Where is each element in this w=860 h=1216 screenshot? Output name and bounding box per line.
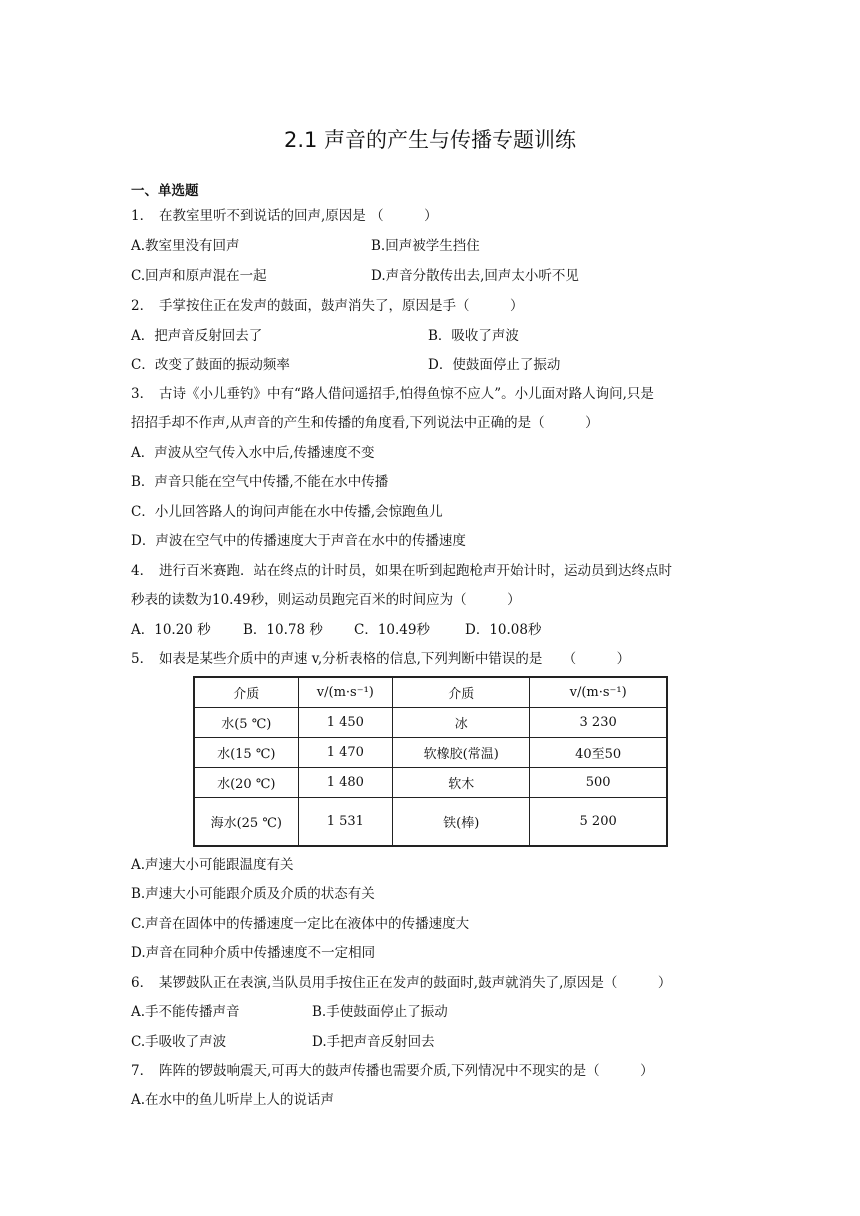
- option: C.手吸收了声波: [131, 1034, 227, 1050]
- option: A.手不能传播声音: [131, 1004, 240, 1020]
- option: C．10.49秒: [354, 622, 430, 638]
- question-number: 4．: [131, 563, 154, 579]
- question-text: 阵阵的锣鼓响震天,可再大的鼓声传播也需要介质,下列情况中不现实的是（ ）: [159, 1063, 654, 1079]
- question-4-stem: [131, 561, 672, 581]
- table-cell: 1 450: [298, 708, 393, 738]
- question-text: 进行百米赛跑．站在终点的计时员，如果在听到起跑枪声开始计时，运动员到达终点时: [159, 563, 672, 579]
- table-cell: 水(15 ℃): [194, 738, 298, 768]
- option: B.手使鼓面停止了振动: [312, 1004, 448, 1020]
- table-row: [194, 708, 667, 738]
- question-text: 古诗《小儿垂钓》中有“路人借问遥招手,怕得鱼惊不应人”。小儿面对路人询问,只是: [159, 386, 654, 402]
- table-cell: 1 531: [298, 798, 393, 847]
- table-cell: 3 230: [530, 708, 667, 738]
- question-number: 1．: [131, 208, 154, 224]
- question-5-stem: [131, 649, 630, 669]
- table-header-cell: v/(m·s⁻¹): [298, 677, 393, 708]
- table-header-cell: 介质: [393, 677, 530, 708]
- question-2-stem: [131, 296, 524, 316]
- table-header-row: [194, 677, 667, 708]
- question-3-stem: [131, 384, 654, 404]
- option: A．10.20 秒: [131, 622, 211, 638]
- table-cell: 冰: [393, 708, 530, 738]
- table-cell: 40至50: [530, 738, 667, 768]
- option: A．声波从空气传入水中后,传播速度不变: [131, 445, 375, 461]
- question-6-stem: [131, 973, 671, 993]
- table-row: [194, 798, 667, 847]
- page-title: 2.1 声音的产生与传播专题训练: [283, 128, 577, 152]
- question-number: 6．: [131, 975, 154, 991]
- option: B.声速大小可能跟介质及介质的状态有关: [131, 886, 375, 902]
- question-text: 在教室里听不到说话的回声,原因是 （ ）: [159, 208, 438, 224]
- table-cell: 水(20 ℃): [194, 768, 298, 798]
- question-7-stem: [131, 1061, 654, 1081]
- table-cell: 1 470: [298, 738, 393, 768]
- table-cell: 软橡胶(常温): [393, 738, 530, 768]
- option: C.声音在固体中的传播速度一定比在液体中的传播速度大: [131, 916, 470, 932]
- question-text-continued: 招招手却不作声,从声音的产生和传播的角度看,下列说法中正确的是（ ）: [131, 415, 599, 431]
- question-number: 7．: [131, 1063, 154, 1079]
- table-cell: 1 480: [298, 768, 393, 798]
- option: D.声音在同种介质中传播速度不一定相同: [131, 945, 376, 961]
- option: C．小儿回答路人的询问声能在水中传播,会惊跑鱼儿: [131, 504, 443, 520]
- question-text: 如表是某些介质中的声速 v,分析表格的信息,下列判断中错误的是 （ ）: [159, 651, 631, 667]
- option: A.教室里没有回声: [131, 238, 240, 254]
- option: D．声波在空气中的传播速度大于声音在水中的传播速度: [131, 533, 466, 549]
- question-number: 2．: [131, 298, 154, 314]
- option: D.声音分散传出去,回声太小听不见: [371, 268, 579, 284]
- question-number: 3．: [131, 386, 154, 402]
- table-row: [194, 768, 667, 798]
- option: B．10.78 秒: [243, 622, 323, 638]
- question-number: 5．: [131, 651, 154, 667]
- option: D．10.08秒: [465, 622, 542, 638]
- option: D.手把声音反射回去: [312, 1034, 435, 1050]
- table-cell: 5 200: [530, 798, 667, 847]
- question-text-continued: 秒表的读数为10.49秒，则运动员跑完百米的时间应为（ ）: [131, 592, 521, 608]
- question-1-stem: [131, 206, 438, 226]
- option: D．使鼓面停止了振动: [428, 357, 561, 373]
- sound-speed-table: [193, 676, 668, 847]
- table-header-cell: v/(m·s⁻¹): [530, 677, 667, 708]
- table-header-cell: 介质: [194, 677, 298, 708]
- option: A．把声音反射回去了: [131, 328, 263, 344]
- table-cell: 海水(25 ℃): [194, 798, 298, 847]
- option: B．声音只能在空气中传播,不能在水中传播: [131, 474, 389, 490]
- table-cell: 铁(棒): [393, 798, 530, 847]
- option: B．吸收了声波: [428, 328, 519, 344]
- option: C．改变了鼓面的振动频率: [131, 357, 290, 373]
- option: A.在水中的鱼儿听岸上人的说话声: [131, 1092, 335, 1108]
- question-text: 手掌按住正在发声的鼓面，鼓声消失了，原因是手（ ）: [159, 298, 524, 314]
- table-row: [194, 738, 667, 768]
- table-cell: 软木: [393, 768, 530, 798]
- option: B.回声被学生挡住: [371, 238, 480, 254]
- question-text: 某锣鼓队正在表演,当队员用手按住正在发声的鼓面时,鼓声就消失了,原因是（ ）: [159, 975, 672, 991]
- section-heading: 一、单选题: [131, 183, 199, 199]
- table-cell: 水(5 ℃): [194, 708, 298, 738]
- table-cell: 500: [530, 768, 667, 798]
- option: C.回声和原声混在一起: [131, 268, 267, 284]
- option: A.声速大小可能跟温度有关: [131, 857, 294, 873]
